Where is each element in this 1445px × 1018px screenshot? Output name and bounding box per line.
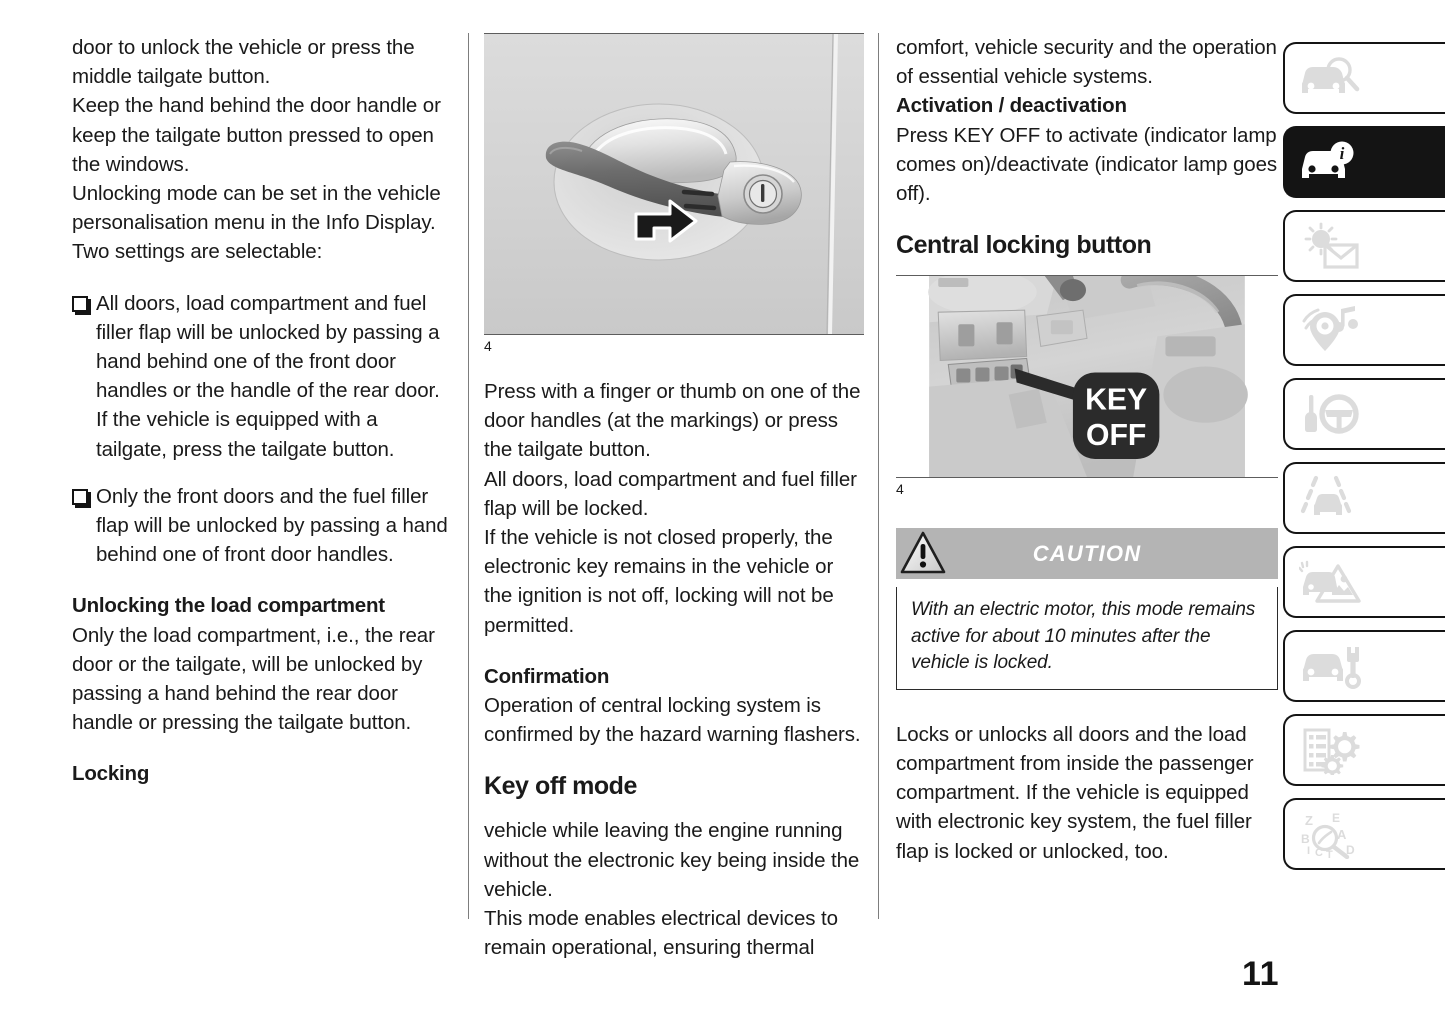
svg-text:E: E <box>1332 811 1341 825</box>
paragraph: Locks or unlocks all doors and the load compartment from inside the passenger compartment. If the vehicle is equipped with electronic key system, the fuel filler flap is locked or unlocked, too. <box>896 722 1254 863</box>
caution-box <box>896 528 1278 690</box>
tab-emergency[interactable] <box>1283 546 1445 618</box>
column-divider-right <box>878 33 879 919</box>
paragraph: Operation of central locking system is confirmed by the hazard warning flashers. <box>484 694 861 747</box>
svg-text:A: A <box>1337 827 1347 842</box>
lane-assist-car-icon <box>1299 473 1361 523</box>
door-handle-photo <box>484 34 864 334</box>
caution-body <box>896 587 1278 690</box>
list-item-text: Only the front doors and the fuel filler flap will be unlocked by passing a hand behind one of front door handles. <box>96 484 448 567</box>
square-bullet-icon <box>72 489 88 505</box>
figure-caption: 4 <box>896 481 904 498</box>
svg-text:C: C <box>1315 847 1323 859</box>
paragraph: Press with a finger or thumb on one of the door handles (at the markings) or press the tailgate button. <box>484 380 861 462</box>
tab-index[interactable] <box>1283 798 1445 870</box>
figure-door-handle <box>484 33 864 355</box>
tab-technical-specs[interactable] <box>1283 714 1445 786</box>
warning-car-icon <box>1299 557 1361 607</box>
alphabetical-index-icon <box>1299 809 1361 859</box>
subheading-activation-deactivation: Activation / deactivation <box>896 94 1127 118</box>
tab-infotainment[interactable] <box>1283 294 1445 366</box>
tab-lights-wipers[interactable] <box>1283 210 1445 282</box>
figure-central-locking <box>896 275 1278 498</box>
paragraph: vehicle while leaving the engine running without the electronic key being inside the vehicle. <box>484 819 860 901</box>
svg-text:Z: Z <box>1305 813 1313 828</box>
paragraph: Press KEY OFF to activate (indicator lamp comes on)/deactivate (indicator lamp goes off). <box>896 123 1278 206</box>
caution-text: With an electric motor, this mode remains active for about 10 minutes after the vehicle is locked. <box>911 599 1256 674</box>
list-gears-icon <box>1299 725 1361 775</box>
svg-text:i: i <box>1339 144 1345 163</box>
text-column-3 <box>896 33 1278 866</box>
subheading-locking: Locking <box>72 762 150 786</box>
tab-vehicle-overview[interactable] <box>1283 42 1445 114</box>
paragraph: comfort, vehicle security and the operation of essential vehicle systems. <box>896 36 1277 89</box>
svg-text:D: D <box>1346 843 1355 857</box>
light-envelope-icon <box>1299 221 1361 271</box>
tab-vehicle-info[interactable] <box>1283 126 1445 198</box>
tab-driver-assistance[interactable] <box>1283 462 1445 534</box>
unlocking-options-list <box>72 289 454 570</box>
list-item-text: All doors, load compartment and fuel filler flap will be unlocked by passing a hand behind one of the front door handles or the handle of the rear door. If the vehicle is equipped with a tailgate, press the tailgate button. <box>96 291 440 461</box>
paragraph: door to unlock the vehicle or press the middle tailgate button. <box>72 36 415 89</box>
car-wrench-icon <box>1299 641 1361 691</box>
square-bullet-icon <box>72 296 88 312</box>
subheading-unlocking-load-compartment: Unlocking the load compartment <box>72 594 385 618</box>
car-info-icon <box>1299 137 1361 187</box>
svg-text:I: I <box>1307 845 1311 857</box>
text-column-2 <box>484 33 864 962</box>
paragraph: This mode enables electrical devices to remain operational, ensuring thermal <box>484 907 838 960</box>
callout-key-label: KEY <box>1085 383 1148 417</box>
column-divider-left <box>468 33 469 919</box>
navigation-music-icon <box>1299 305 1361 355</box>
car-magnifier-icon <box>1299 53 1361 103</box>
caution-title: CAUTION <box>1032 540 1142 566</box>
list-item <box>72 482 454 570</box>
paragraph: Only the load compartment, i.e., the rear door or the tailgate, will be unlocked by passing a hand behind the rear door handle or pressing the tailgate button. <box>72 623 435 735</box>
callout-off-label: OFF <box>1086 419 1147 453</box>
subheading-confirmation: Confirmation <box>484 664 610 688</box>
svg-text:T: T <box>1326 849 1333 859</box>
gearshift-steering-icon <box>1299 389 1361 439</box>
paragraph: Keep the hand behind the door handle or keep the tailgate button pressed to open the windows. <box>72 94 441 176</box>
tab-service-maintenance[interactable] <box>1283 630 1445 702</box>
list-item <box>72 289 454 464</box>
page-number: 11 <box>1242 955 1279 993</box>
figure-caption: 4 <box>484 338 492 354</box>
paragraph: All doors, load compartment and fuel filler flap will be locked. <box>484 467 857 520</box>
caution-header-bar <box>896 528 1278 579</box>
chapter-tab-rail[interactable] <box>1283 42 1445 882</box>
section-heading-key-off-mode: Key off mode <box>484 772 637 801</box>
section-heading-central-locking-button: Central locking button <box>896 231 1152 260</box>
warning-triangle-icon <box>900 530 946 576</box>
dashboard-key-off-photo <box>896 276 1278 477</box>
paragraph: Unlocking mode can be set in the vehicle personalisation menu in the Info Display. Two settings are selectable: <box>72 182 441 264</box>
tab-driving[interactable] <box>1283 378 1445 450</box>
svg-text:B: B <box>1301 832 1310 846</box>
paragraph: If the vehicle is not closed properly, the electronic key remains in the vehicle or the ignition is not off, locking will not be permitted. <box>484 526 834 637</box>
text-column-1 <box>72 33 454 789</box>
